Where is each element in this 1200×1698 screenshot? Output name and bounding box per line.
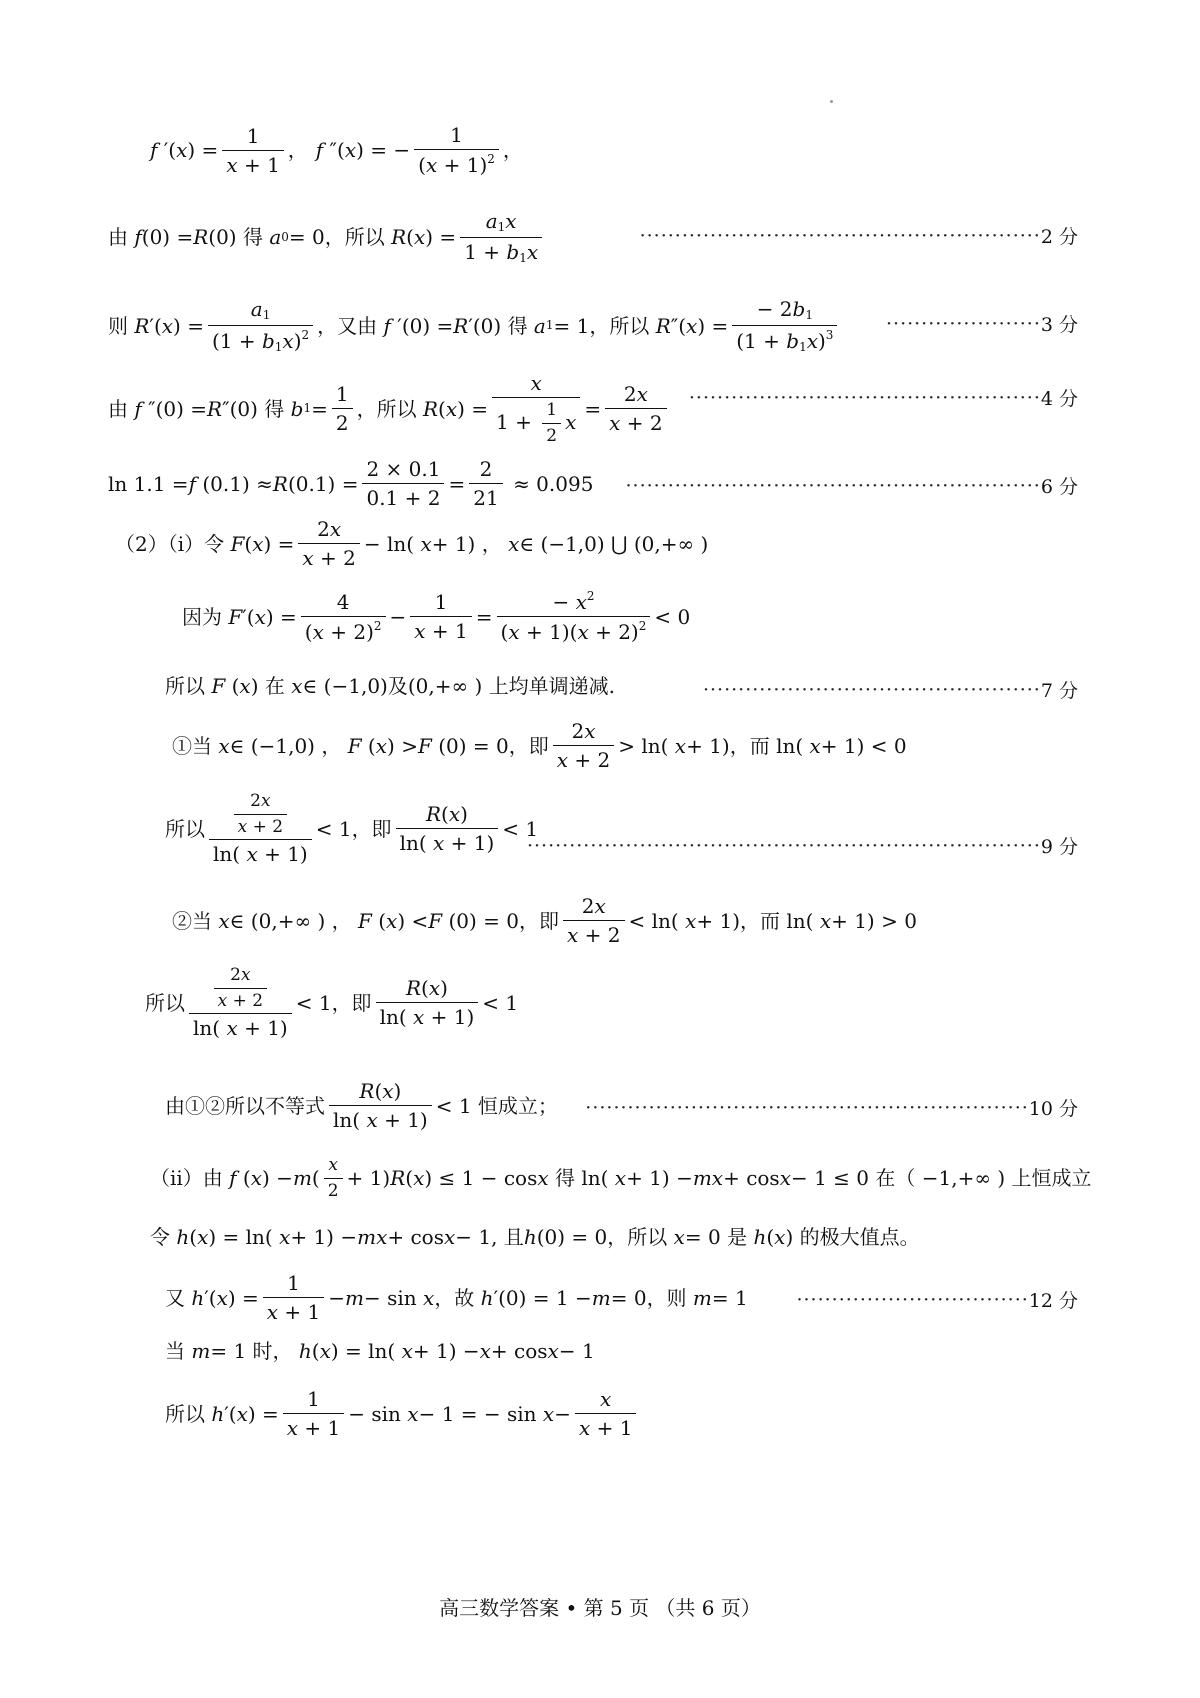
derivatives-line: f ′( x ) = $\frac{1}{x + 1}$ ， f ″( x ) = − $\frac{1}{(x + 1)^2}$ ， (150, 123, 523, 177)
part2-def-F: （2）（i）令 F ( x ) = $\frac{2x}{x + 2}$ − ln( x + 1) ， x ∈ (−1,0) ⋃ (0,+∞ ) (115, 517, 709, 570)
score-9: ········································································· 9 分 (526, 834, 1078, 858)
score-2: ························································· 2 分 (639, 224, 1078, 248)
m-equals-1: 当 m = 1 时， h ( x ) = ln( x + 1) − x + cos x − 1 (165, 1339, 595, 1363)
case1: ①当 x ∈ (−1,0) ， F ( x ) > F (0) = 0 ，即 $\frac{2x}{x + 2}$ > ln( x + 1) ，而 ln( x + 1) < 0 (172, 719, 907, 772)
monotonic: 所以 F ( x ) 在 x ∈ (−1,0) 及 (0,+∞ ) 上均单调递减. (165, 674, 616, 698)
score-3: ······················ 3 分 (885, 312, 1078, 336)
case2: ②当 x ∈ (0,+∞ ) ， F ( x ) < F (0) = 0 ，即 $\frac{2x}{x + 2}$ < ln( x + 1) ，而 ln( x + 1) > 0 (172, 894, 917, 947)
F-derivative: 因为 F ′( x ) = $\frac{4}{(x + 2)^2}$ − $\frac{1}{x + 1}$ = $\frac{- x^2}{(x + 1)(x + 2)^2}$ < 0 (182, 589, 691, 644)
step-ln11: ln 1.1 = f (0.1) ≈ R (0.1) = $\frac{2 \times 0.1}{0.1 + 2}$ = $\frac{2}{21}$ ≈ 0.095 (108, 457, 594, 510)
case2-conclusion: 所以 $\frac{\frac{2x}{x + 2}}{\ln( x + 1)}$ < 1 ，即 $\frac{R(x)}{\ln( x + 1)}$ < 1 (145, 965, 519, 1041)
part-ii: （ii）由 f ( x ) − m ( $\frac{x}{2}$ + 1) R ( x ) ≤ 1 − cos x 得 ln( x + 1) − mx + cos x − 1 ≤ 0 在（ −1,+∞ ) 上恒成立 (150, 1155, 1092, 1201)
scan-dot (830, 100, 833, 103)
def-h: 令 h ( x ) = ln( x + 1) − mx + cos x − 1, 且 h (0) = 0 ，所以 x = 0 是 h ( x ) 的极大值点。 (150, 1225, 920, 1249)
conclusion-i: 由①②所以不等式 $\frac{R(x)}{\ln( x + 1)}$ < 1 恒成立； (165, 1079, 558, 1132)
step-a0: 由 f (0) = R (0) 得 a 0 = 0 ，所以 R ( x ) = $\frac{a_1x}{1 + b_1x}$ (108, 210, 546, 266)
h-derivative: 又 h ′( x ) = $\frac{1}{x + 1}$ − m − sin x ，故 h ′(0) = 1 − m = 0 ，则 m = 1 (165, 1271, 748, 1324)
step-b1: 由 f ″(0) = R ″(0) 得 b 1 = $\frac{1}{2}$ ，所以 R ( x ) = x 1 + $\frac{1}{2}$ x = $\frac{2x}{x + 2}$ (108, 372, 671, 446)
h-derivative-m1: 所以 h ′( x ) = $\frac{1}{x + 1}$ − sin x − 1 = − sin x − $\frac{x}{x + 1}$ (165, 1388, 640, 1440)
score-12: ································· 12 分 (796, 1288, 1078, 1312)
score-10: ······························································· 10 分 (585, 1096, 1078, 1120)
case1-conclusion: 所以 $\frac{\frac{2x}{x + 2}}{\ln( x + 1)}$ < 1 ，即 $\frac{R(x)}{\ln( x + 1)}$ < 1 (165, 791, 539, 867)
score-4: ·················································· 4 分 (688, 386, 1078, 410)
score-7: ················································ 7 分 (702, 678, 1078, 702)
score-6: ··························································· 6 分 (625, 474, 1078, 498)
step-a1: 则 R ′( x ) = $\frac{a_1}{(1 + b_1x)^2}$ ，又由 f ′(0) = R ′(0) 得 a 1 = 1 ，所以 R ″( x ) = $\frac{- 2b_1}{(1 + b_1x)^3}$ (108, 298, 841, 355)
page-footer: 高三数学答案 • 第 5 页 （共 6 页） (439, 1596, 761, 1620)
